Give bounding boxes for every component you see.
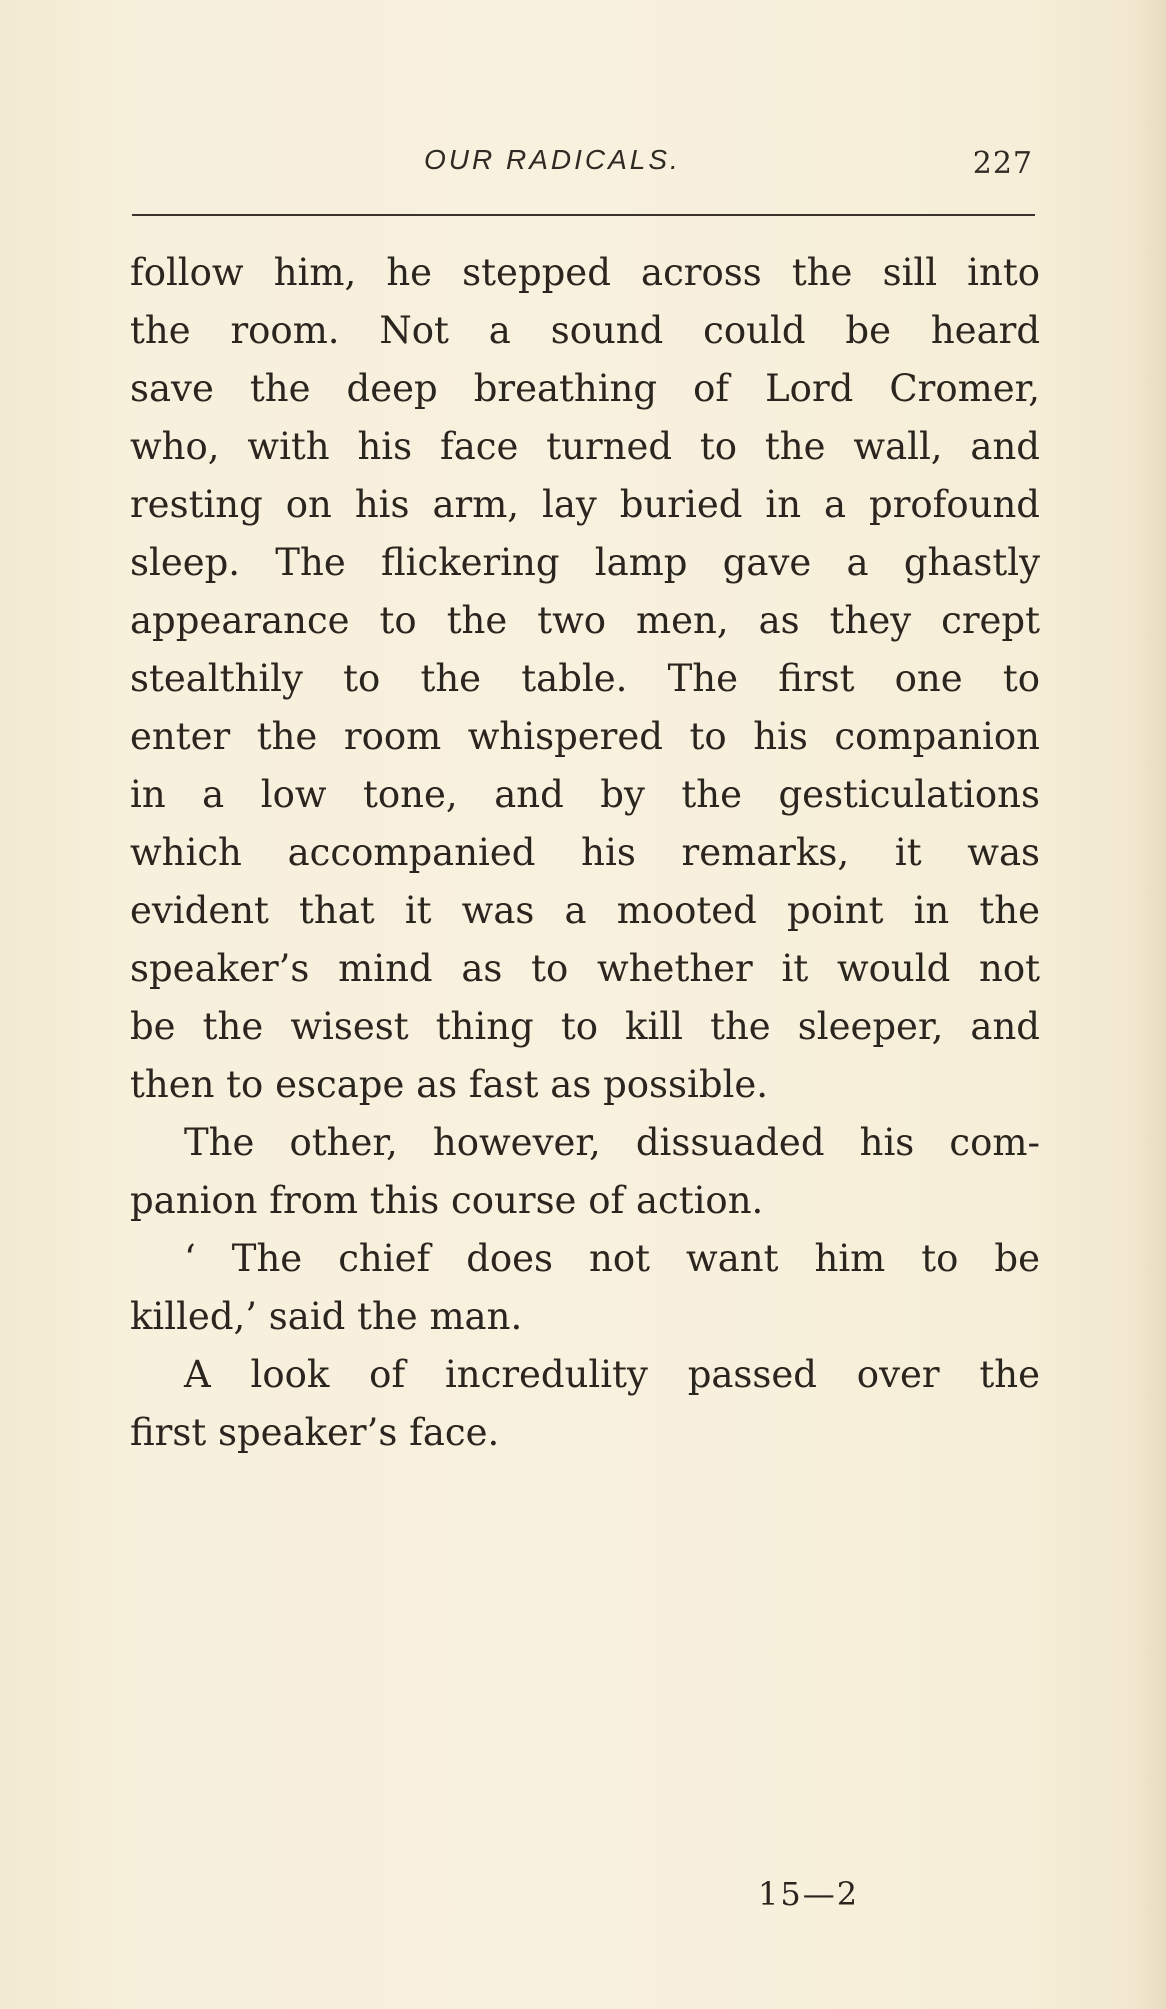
text-line: be the wisest thing to kill the sleeper, and xyxy=(130,1005,1040,1048)
body-text xyxy=(130,245,1040,1795)
signature-mark: 15—2 xyxy=(758,1875,860,1913)
text-line: which accompanied his remarks, it was xyxy=(130,831,1040,874)
text-line: who, with his face turned to the wall, and xyxy=(130,425,1040,468)
text-line: stealthily to the table. The first one to xyxy=(130,657,1040,700)
page-header xyxy=(132,144,1035,184)
text-line: killed,’ said the man. xyxy=(130,1295,523,1338)
header-rule xyxy=(132,214,1035,216)
text-line: first speaker’s face. xyxy=(130,1411,500,1454)
text-line: then to escape as fast as possible. xyxy=(130,1063,769,1106)
text-line: sleep. The flickering lamp gave a ghastly xyxy=(130,541,1040,584)
text-line: the room. Not a sound could be heard xyxy=(130,309,1040,352)
text-line: enter the room whispered to his companion xyxy=(130,715,1040,758)
text-line: follow him, he stepped across the sill into xyxy=(130,251,1040,294)
text-line: appearance to the two men, as they crept xyxy=(130,599,1040,642)
text-line: resting on his arm, lay buried in a profound xyxy=(130,483,1040,526)
running-head: OUR RADICALS. xyxy=(424,144,681,175)
text-line: A look of incredulity passed over the xyxy=(184,1353,1040,1396)
text-line: panion from this course of action. xyxy=(130,1179,764,1222)
text-line: evident that it was a mooted point in the xyxy=(130,889,1040,932)
text-line: speaker’s mind as to whether it would not xyxy=(130,947,1040,990)
text-line: save the deep breathing of Lord Cromer, xyxy=(130,367,1040,410)
text-line: ‘ The chief does not want him to be xyxy=(184,1237,1040,1280)
page-number: 227 xyxy=(972,146,1033,181)
text-line: The other, however, dissuaded his com- xyxy=(184,1121,1040,1164)
text-line: in a low tone, and by the gesticulations xyxy=(130,773,1040,816)
page-edge-shadow xyxy=(1132,0,1166,2009)
